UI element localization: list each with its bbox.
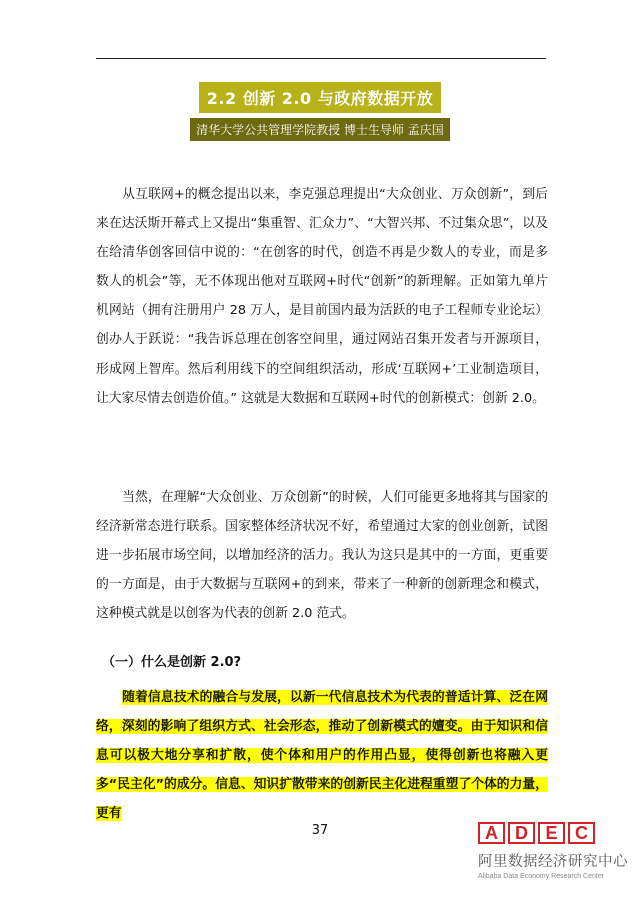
paragraph-1: [96, 180, 548, 413]
logo-letters: [478, 822, 628, 844]
paragraph-2-text: 当然，在理解“大众创业、万众创新”的时候，人们可能更多地将其与国家的经济新常态进行联系。国家整体经济状况不好，希望通过大家的创业创新，试图进一步拓展市场空间，以增加经济的活力。我认为这只是其中的一方面，更重要的一方面是，由于大数据与互联网+的到来，带来了一种新的创新理念和模式，这种模式就是以创客为代表的创新 2.0 范式。: [96, 490, 548, 622]
logo-letter-a: A: [478, 822, 505, 844]
paragraph-2: [96, 483, 548, 628]
logo-letter-c: C: [568, 822, 595, 844]
adec-logo: [478, 822, 628, 902]
logo-letter-e: E: [538, 822, 565, 844]
section-heading: （一）什么是创新 2.0?: [102, 655, 242, 670]
logo-english-name: Alibaba Data Economy Research Center: [478, 873, 605, 880]
page-title: 2.2 创新 2.0 与政府数据开放: [199, 82, 441, 113]
top-rule: [96, 58, 546, 59]
title-container: [0, 82, 640, 113]
highlighted-text: 随着信息技术的融合与发展，以新一代信息技术为代表的普适计算、泛在网络，深刻的影响了组织方式、社会形态，推动了创新模式的嬗变。由于知识和信息可以极大地分享和扩散，使个体和用户的作用凸显，使得创新也将融入更多“民主化”的成分。信息、知识扩散带来的创新民主化进程重塑了个体的力量，更有: [96, 690, 548, 822]
paragraph-1-text: 从互联网+的概念提出以来，李克强总理提出“大众创业、万众创新”，到后来在达沃斯开幕式上又提出“集重智、汇众力”、“大智兴邦、不过集众思”，以及在给清华创客回信中说的：“在创客的时代，创造不再是少数人的专业，而是多数人的机会”等，无不体现出他对互联网+时代“创新”的新理解。正如第九单片机网站（拥有注册用户 28 万人，是目前国内最为活跃的电子工程师专业论坛）创办人于跃说：“我告诉总理在创客空间里，通过网站召集开发者与开源项目，形成网上智库。然后利用线下的空间组织活动，形成‘互联网+’工业制造项目，让大家尽情去创造价值。” 这就是大数据和互联网+时代的创新模式：创新 2.0。: [96, 187, 548, 406]
logo-letter-d: D: [508, 822, 535, 844]
subtitle-container: [0, 118, 640, 141]
logo-chinese-name: 阿里数据经济研究中心: [478, 854, 628, 870]
author-line: 清华大学公共管理学院教授 博士生导师 孟庆国: [190, 118, 450, 141]
page-number: 37: [311, 823, 329, 838]
highlighted-paragraph: [96, 683, 548, 828]
